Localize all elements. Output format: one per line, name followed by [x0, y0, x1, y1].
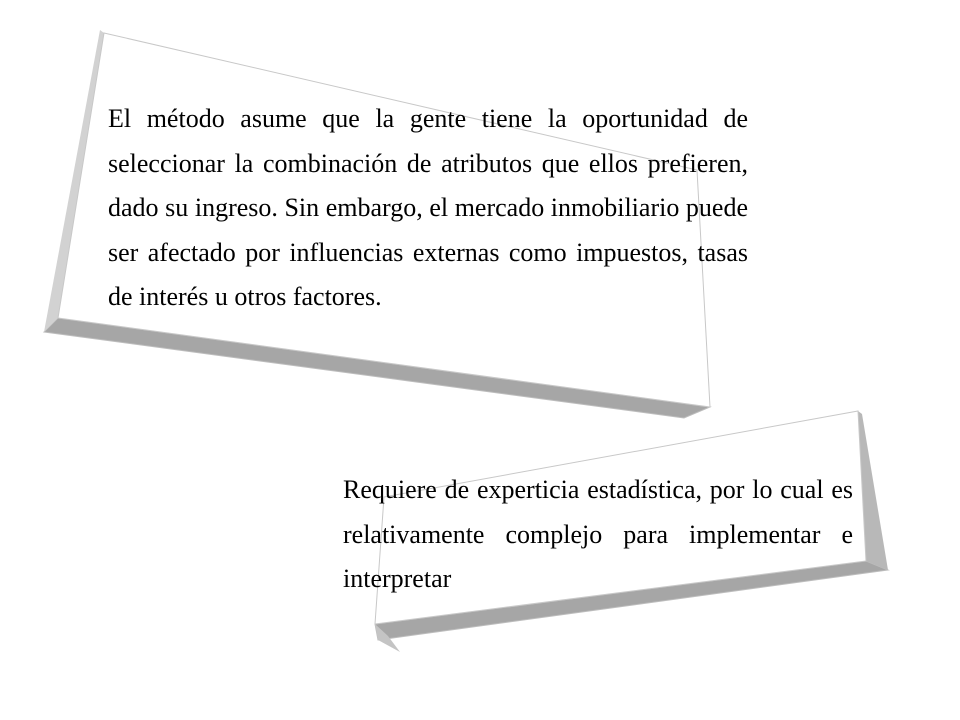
paragraph-statistical-expertise: Requiere de experticia estadística, por lo cual es relativamente complejo para implementar e interpretar [343, 475, 853, 594]
paragraph-method-assumption: El método asume que la gente tiene la oportunidad de seleccionar la combinación de atributos que ellos prefieren, dado su ingreso. Sin embargo, el mercado inmobiliario puede ser afectado por influencias externas como impuestos, tasas de interés u otros factores. [108, 104, 748, 312]
